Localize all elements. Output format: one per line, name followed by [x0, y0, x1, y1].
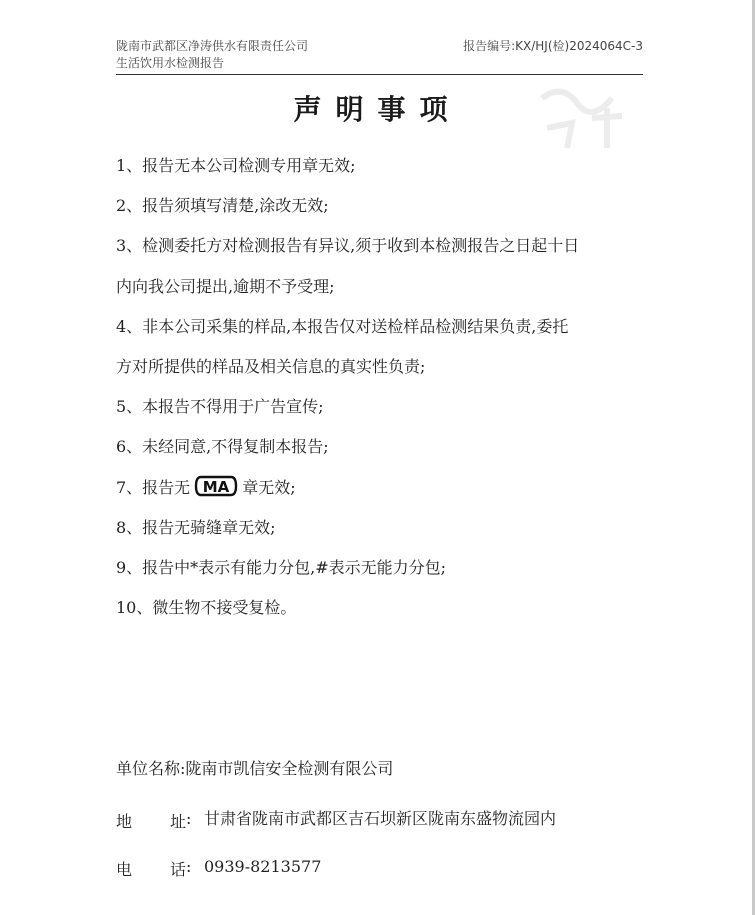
- statement-item-4-line-2: 方对所提供的样品及相关信息的真实性负责;: [116, 357, 426, 377]
- statement-item-6: 6、未经同意,不得复制本报告;: [116, 437, 329, 457]
- statement-item-10: 10、微生物不接受复检。: [116, 598, 297, 618]
- footer-unit-row: [116, 756, 393, 779]
- footer-address-colon: :: [186, 809, 192, 828]
- statement-item-9: 9、报告中*表示有能力分包,#表示无能力分包;: [116, 558, 447, 578]
- statement-item-2: 2、报告须填写清楚,涂改无效;: [116, 196, 329, 216]
- header-report-number: 报告编号:KX/HJ(检)2024064C-3: [463, 39, 643, 53]
- footer-phone-value: 0939-8213577: [204, 857, 322, 876]
- statement-item-3-line-1: 3、检测委托方对检测报告有异议,须于收到本检测报告之日起十日: [116, 236, 580, 256]
- cma-mark-icon: [194, 475, 238, 497]
- footer-address-label-char-1: 地: [116, 812, 133, 831]
- statement-item-7-before: 7、报告无: [116, 477, 191, 497]
- statement-item-7-after: 章无效;: [242, 477, 296, 497]
- footer-unit-value: 陇南市凯信安全检测有限公司: [185, 759, 394, 778]
- footer-phone-colon: :: [186, 857, 192, 876]
- report-header: [116, 38, 643, 75]
- statement-item-8: 8、报告无骑缝章无效;: [116, 517, 276, 537]
- footer-address-value: 甘肃省陇南市武都区吉石坝新区陇南东盛物流园内: [204, 809, 557, 828]
- footer-phone-label-char-2: 话: [170, 860, 187, 879]
- header-company: 陇南市武都区净涛供水有限责任公司: [116, 39, 309, 53]
- footer-unit-label: 单位名称:: [116, 759, 186, 778]
- footer-phone-label-char-1: 电: [116, 860, 133, 879]
- statement-item-4-line-1: 4、非本公司采集的样品,本报告仅对送检样品检测结果负责,委托: [116, 316, 569, 336]
- footer-address-label-char-2: 址: [170, 812, 187, 831]
- page-title: 声明事项: [293, 93, 462, 126]
- footer-phone-row: [116, 857, 322, 879]
- statement-item-3-line-2: 内向我公司提出,逾期不予受理;: [116, 276, 335, 296]
- statement-list: [116, 146, 651, 628]
- statement-item-1: 1、报告无本公司检测专用章无效;: [116, 156, 356, 175]
- statement-item-5: 5、本报告不得用于广告宣传;: [116, 397, 324, 417]
- cma-mark-label: MA: [202, 477, 230, 496]
- footer-phone-label: [116, 857, 204, 879]
- footer-address-label: [116, 809, 204, 831]
- footer-address-row: [116, 806, 556, 829]
- statement-item-7: [116, 468, 651, 508]
- header-report-type: 生活饮用水检测报告: [116, 56, 225, 70]
